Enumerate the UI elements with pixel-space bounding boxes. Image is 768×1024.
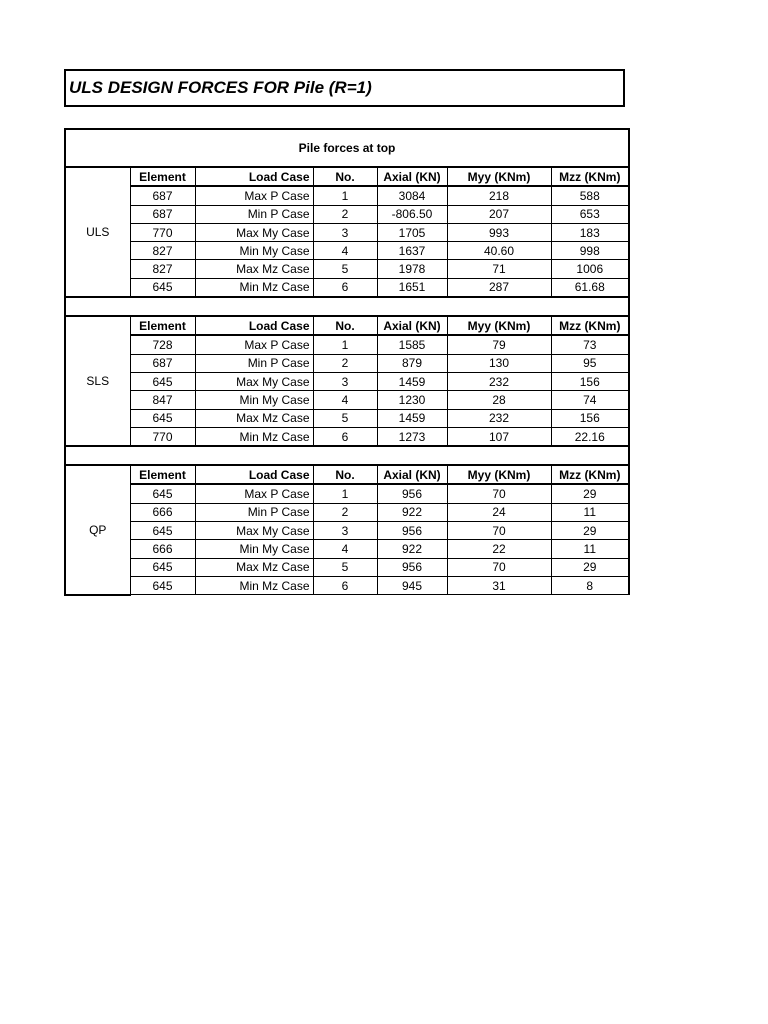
- table-row: [65, 260, 629, 278]
- myy-cell: 79: [447, 335, 551, 354]
- element-cell: 645: [130, 484, 195, 503]
- axial-cell: 879: [377, 354, 447, 372]
- table-row: [65, 205, 629, 223]
- myy-cell: 22: [447, 540, 551, 558]
- element-cell: 687: [130, 186, 195, 205]
- axial-cell: 3084: [377, 186, 447, 205]
- column-header-case-no: No.: [313, 167, 377, 186]
- element-cell: 770: [130, 427, 195, 446]
- load-case-cell: Min P Case: [195, 205, 313, 223]
- axial-cell: 956: [377, 558, 447, 576]
- column-header-element: Element: [130, 316, 195, 335]
- mzz-cell: 156: [551, 409, 629, 427]
- myy-cell: 207: [447, 205, 551, 223]
- mzz-cell: 29: [551, 522, 629, 540]
- column-header-axial: Axial (KN): [377, 316, 447, 335]
- case-no-cell: 2: [313, 205, 377, 223]
- load-case-cell: Max My Case: [195, 372, 313, 390]
- element-cell: 645: [130, 409, 195, 427]
- case-no-cell: 1: [313, 484, 377, 503]
- mzz-cell: 29: [551, 558, 629, 576]
- mzz-cell: 29: [551, 484, 629, 503]
- myy-cell: 218: [447, 186, 551, 205]
- load-case-cell: Max P Case: [195, 335, 313, 354]
- mzz-cell: 183: [551, 223, 629, 241]
- case-no-cell: 6: [313, 427, 377, 446]
- axial-cell: -806.50: [377, 205, 447, 223]
- load-case-cell: Max My Case: [195, 522, 313, 540]
- axial-cell: 1459: [377, 372, 447, 390]
- myy-cell: 70: [447, 558, 551, 576]
- column-header-mzz: Mzz (KNm): [551, 316, 629, 335]
- element-cell: 645: [130, 522, 195, 540]
- axial-cell: 1705: [377, 223, 447, 241]
- case-no-cell: 5: [313, 260, 377, 278]
- load-case-cell: Max P Case: [195, 186, 313, 205]
- table-row: [65, 558, 629, 576]
- mzz-cell: 156: [551, 372, 629, 390]
- element-cell: 666: [130, 503, 195, 521]
- table-row: [65, 186, 629, 205]
- case-no-cell: 2: [313, 354, 377, 372]
- load-case-cell: Max Mz Case: [195, 558, 313, 576]
- column-header-case-no: No.: [313, 465, 377, 484]
- load-case-cell: Min Mz Case: [195, 278, 313, 297]
- element-cell: 687: [130, 354, 195, 372]
- mzz-cell: 95: [551, 354, 629, 372]
- group-separator: [65, 297, 629, 316]
- myy-cell: 232: [447, 372, 551, 390]
- axial-cell: 1273: [377, 427, 447, 446]
- case-no-cell: 3: [313, 522, 377, 540]
- mzz-cell: 22.16: [551, 427, 629, 446]
- mzz-cell: 73: [551, 335, 629, 354]
- load-case-cell: Min Mz Case: [195, 427, 313, 446]
- table-row: [65, 576, 629, 594]
- column-header-myy: Myy (KNm): [447, 316, 551, 335]
- table-row: [65, 354, 629, 372]
- myy-cell: 130: [447, 354, 551, 372]
- load-case-cell: Min My Case: [195, 391, 313, 409]
- myy-cell: 993: [447, 223, 551, 241]
- myy-cell: 31: [447, 576, 551, 594]
- case-no-cell: 5: [313, 409, 377, 427]
- element-cell: 645: [130, 372, 195, 390]
- load-case-cell: Max P Case: [195, 484, 313, 503]
- element-cell: 687: [130, 205, 195, 223]
- table-row: [65, 335, 629, 354]
- column-header-element: Element: [130, 167, 195, 186]
- myy-cell: 40.60: [447, 242, 551, 260]
- mzz-cell: 998: [551, 242, 629, 260]
- axial-cell: 922: [377, 503, 447, 521]
- myy-cell: 28: [447, 391, 551, 409]
- element-cell: 847: [130, 391, 195, 409]
- column-header-element: Element: [130, 465, 195, 484]
- case-no-cell: 1: [313, 335, 377, 354]
- load-case-cell: Min Mz Case: [195, 576, 313, 594]
- table-row: [65, 484, 629, 503]
- load-group-label: SLS: [65, 316, 130, 446]
- column-header-load-case: Load Case: [195, 316, 313, 335]
- case-no-cell: 4: [313, 540, 377, 558]
- axial-cell: 945: [377, 576, 447, 594]
- axial-cell: 1651: [377, 278, 447, 297]
- load-case-cell: Max Mz Case: [195, 409, 313, 427]
- column-header-myy: Myy (KNm): [447, 465, 551, 484]
- axial-cell: 1459: [377, 409, 447, 427]
- element-cell: 728: [130, 335, 195, 354]
- table-row: [65, 372, 629, 390]
- column-header-load-case: Load Case: [195, 167, 313, 186]
- table-heading: Pile forces at top: [65, 129, 629, 167]
- table-heading-row: [65, 129, 629, 167]
- table-row: [65, 522, 629, 540]
- mzz-cell: 653: [551, 205, 629, 223]
- column-header-axial: Axial (KN): [377, 465, 447, 484]
- case-no-cell: 4: [313, 242, 377, 260]
- mzz-cell: 8: [551, 576, 629, 594]
- element-cell: 645: [130, 576, 195, 594]
- case-no-cell: 4: [313, 391, 377, 409]
- column-header-myy: Myy (KNm): [447, 167, 551, 186]
- myy-cell: 70: [447, 484, 551, 503]
- case-no-cell: 3: [313, 372, 377, 390]
- column-header-axial: Axial (KN): [377, 167, 447, 186]
- load-group-label: QP: [65, 465, 130, 595]
- column-header-row: [65, 316, 629, 335]
- mzz-cell: 1006: [551, 260, 629, 278]
- load-case-cell: Max My Case: [195, 223, 313, 241]
- axial-cell: 1637: [377, 242, 447, 260]
- element-cell: 827: [130, 260, 195, 278]
- axial-cell: 1978: [377, 260, 447, 278]
- myy-cell: 232: [447, 409, 551, 427]
- load-case-cell: Min My Case: [195, 242, 313, 260]
- myy-cell: 24: [447, 503, 551, 521]
- myy-cell: 107: [447, 427, 551, 446]
- myy-cell: 70: [447, 522, 551, 540]
- element-cell: 645: [130, 278, 195, 297]
- myy-cell: 71: [447, 260, 551, 278]
- column-header-row: [65, 465, 629, 484]
- myy-cell: 287: [447, 278, 551, 297]
- column-header-case-no: No.: [313, 316, 377, 335]
- table-row: [65, 278, 629, 297]
- element-cell: 645: [130, 558, 195, 576]
- case-no-cell: 6: [313, 576, 377, 594]
- column-header-load-case: Load Case: [195, 465, 313, 484]
- table-row: [65, 409, 629, 427]
- table-row: [65, 540, 629, 558]
- load-case-cell: Min My Case: [195, 540, 313, 558]
- axial-cell: 1230: [377, 391, 447, 409]
- document-title: ULS DESIGN FORCES FOR Pile (R=1): [64, 69, 625, 107]
- load-case-cell: Max Mz Case: [195, 260, 313, 278]
- case-no-cell: 5: [313, 558, 377, 576]
- mzz-cell: 11: [551, 540, 629, 558]
- table-row: [65, 242, 629, 260]
- element-cell: 666: [130, 540, 195, 558]
- load-group-label: ULS: [65, 167, 130, 297]
- group-separator-row: [65, 446, 629, 465]
- load-case-cell: Min P Case: [195, 354, 313, 372]
- axial-cell: 922: [377, 540, 447, 558]
- element-cell: 827: [130, 242, 195, 260]
- case-no-cell: 1: [313, 186, 377, 205]
- pile-forces-table: [64, 128, 630, 596]
- column-header-mzz: Mzz (KNm): [551, 465, 629, 484]
- table-row: [65, 223, 629, 241]
- case-no-cell: 6: [313, 278, 377, 297]
- column-header-mzz: Mzz (KNm): [551, 167, 629, 186]
- mzz-cell: 588: [551, 186, 629, 205]
- load-case-cell: Min P Case: [195, 503, 313, 521]
- table-row: [65, 503, 629, 521]
- axial-cell: 956: [377, 522, 447, 540]
- case-no-cell: 3: [313, 223, 377, 241]
- mzz-cell: 74: [551, 391, 629, 409]
- group-separator-row: [65, 297, 629, 316]
- element-cell: 770: [130, 223, 195, 241]
- mzz-cell: 11: [551, 503, 629, 521]
- axial-cell: 1585: [377, 335, 447, 354]
- mzz-cell: 61.68: [551, 278, 629, 297]
- axial-cell: 956: [377, 484, 447, 503]
- case-no-cell: 2: [313, 503, 377, 521]
- column-header-row: [65, 167, 629, 186]
- table-row: [65, 391, 629, 409]
- table-row: [65, 427, 629, 446]
- group-separator: [65, 446, 629, 465]
